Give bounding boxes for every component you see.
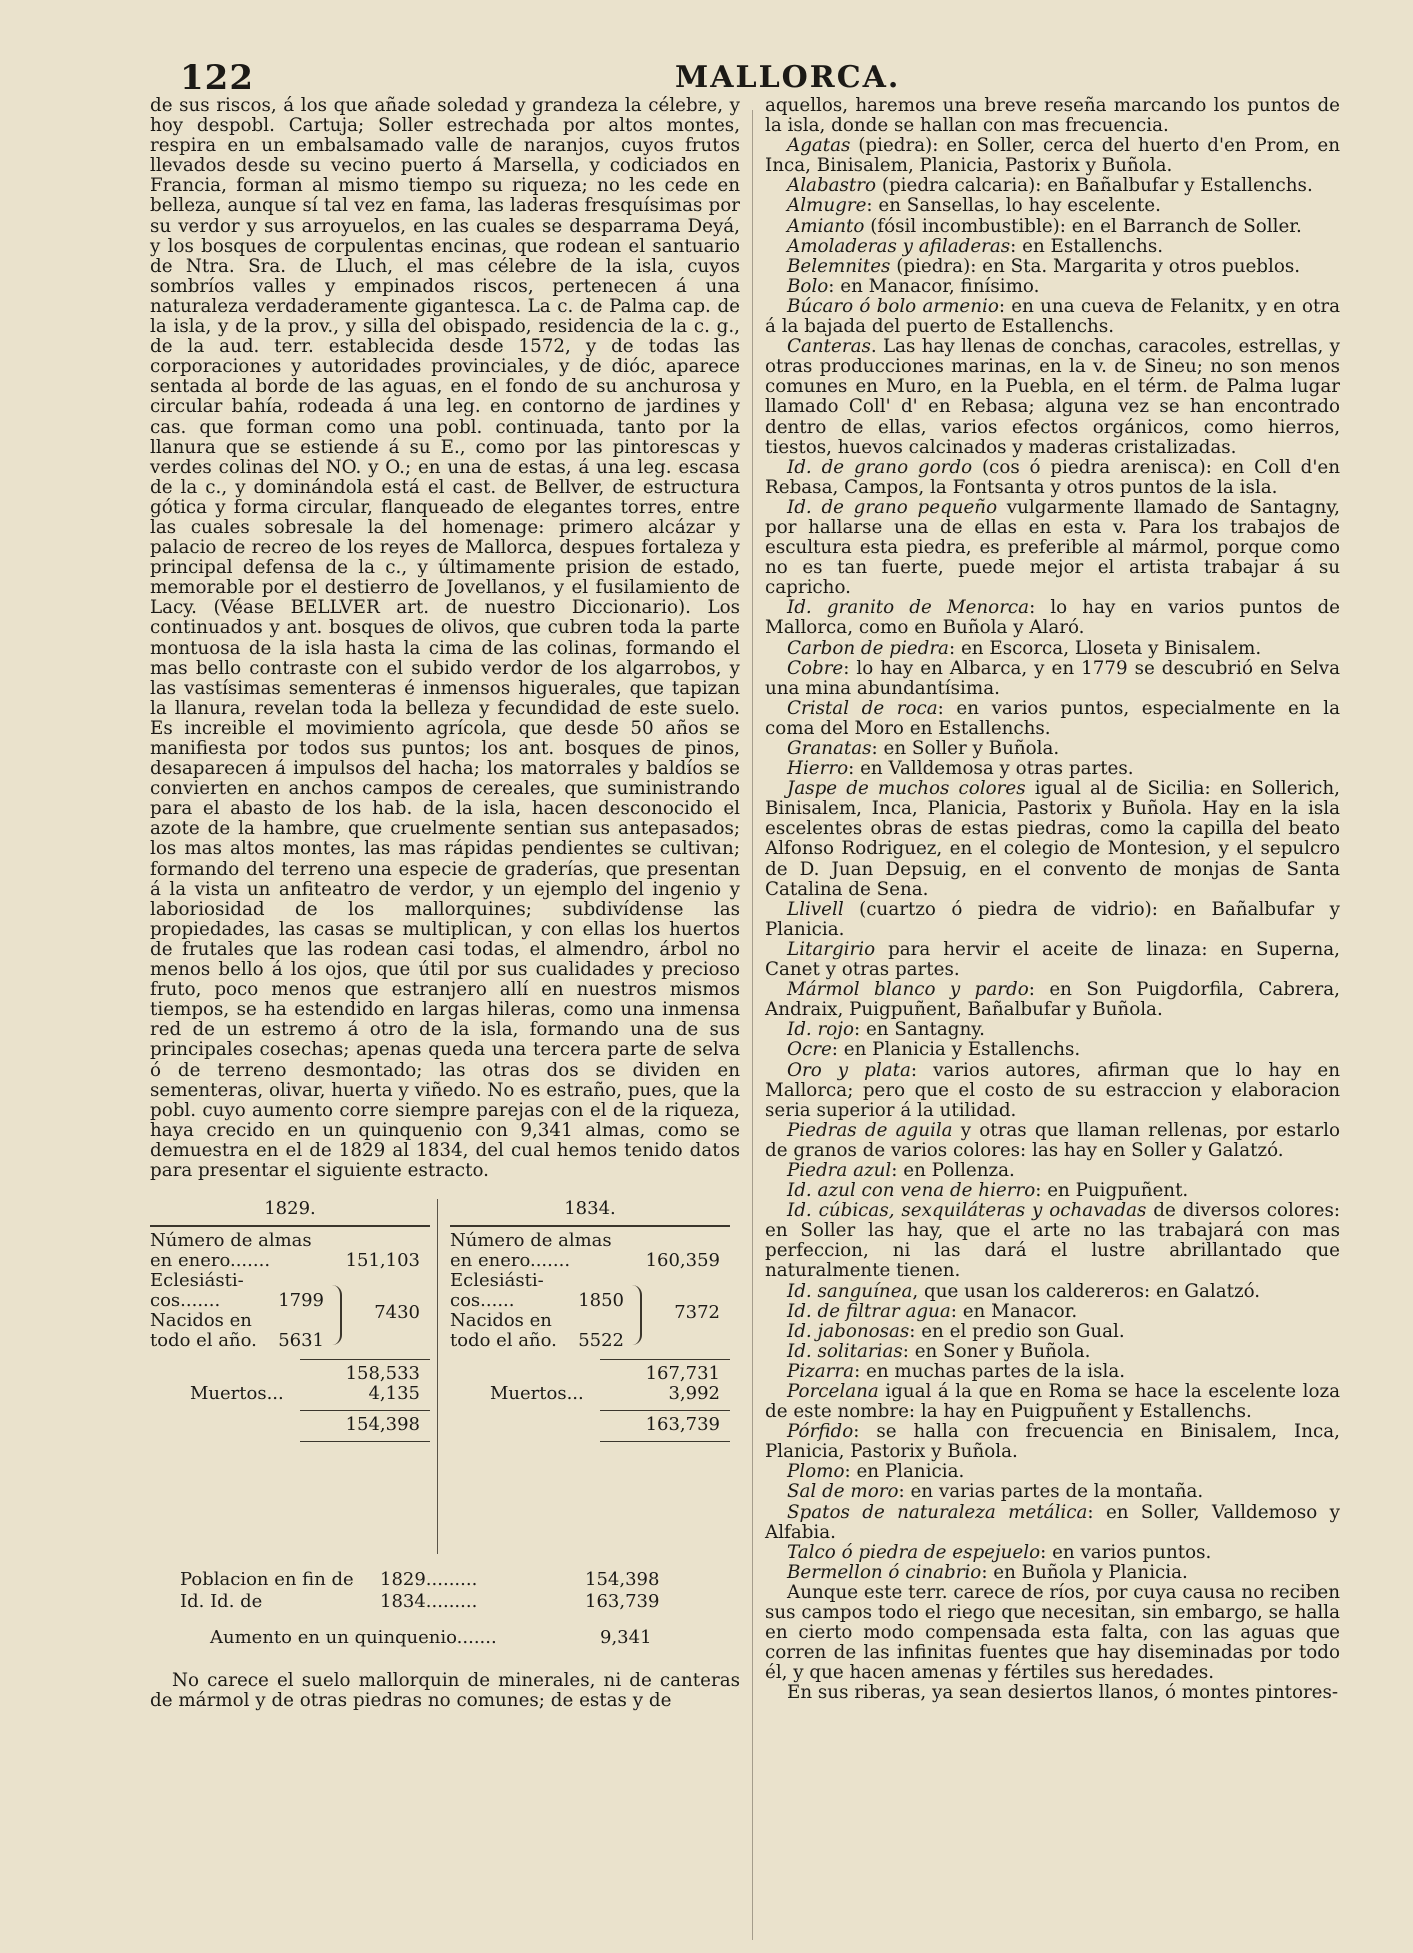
mineral-text: : en el predio son Gual. bbox=[909, 1320, 1125, 1342]
mineral-term: Talco ó piedra de espejuelo bbox=[787, 1541, 1041, 1563]
mineral-text: : en Soner y Buñola. bbox=[902, 1340, 1091, 1362]
muertos-value: 4,135 bbox=[368, 1383, 420, 1405]
running-head: MALLORCA. bbox=[675, 60, 901, 95]
mineral-entry bbox=[765, 217, 1340, 237]
mineral-text: : se halla con frecuencia en Binisalem, Inca, Planicia, Pastorix y Buñola. bbox=[765, 1421, 1340, 1463]
mineral-entry bbox=[765, 1422, 1340, 1462]
mineral-entry bbox=[765, 1322, 1340, 1342]
ecl-label: Eclesiásti- bbox=[450, 1270, 544, 1292]
almas-label: Número de almas bbox=[450, 1230, 612, 1252]
nac-value: 5522 bbox=[578, 1330, 624, 1352]
mineral-term: Spatos de naturaleza metálica bbox=[787, 1501, 1088, 1523]
brace bbox=[330, 1285, 342, 1345]
nac-label-2: todo el año. bbox=[450, 1330, 557, 1352]
mineral-term: Bermellon ó cinabrio bbox=[787, 1561, 982, 1583]
mineral-entry bbox=[765, 196, 1340, 216]
mineral-entry bbox=[765, 900, 1340, 940]
mineral-text: (cuartzo ó piedra de vidrio): en Bañalbufar y Planicia. bbox=[765, 898, 1340, 940]
mineral-text: (fósil incombustible): en el Barranch de Soller. bbox=[864, 215, 1302, 237]
mineral-entry bbox=[765, 598, 1340, 638]
mineral-entry bbox=[765, 1503, 1340, 1543]
births-group bbox=[150, 1271, 430, 1353]
mineral-term: Piedras de aguila bbox=[787, 1119, 953, 1141]
mineral-text: : en varios puntos. bbox=[1040, 1541, 1212, 1563]
mineral-text: : en muchas partes de la isla. bbox=[854, 1360, 1126, 1382]
mineral-entry bbox=[765, 257, 1340, 277]
census-1829 bbox=[150, 1199, 430, 1446]
ecl-label-2: cos....... bbox=[150, 1290, 221, 1312]
summary-year: 1829......... bbox=[380, 1569, 478, 1591]
mineral-term: Id. de grano gordo bbox=[787, 456, 973, 478]
mineral-entry bbox=[765, 1020, 1340, 1040]
rule bbox=[600, 1441, 730, 1442]
mineral-text: : en una cueva de Felanitx, y en otra á la bajada del puerto de Estallenchs. bbox=[765, 295, 1341, 338]
sum-value: 158,533 bbox=[345, 1363, 420, 1385]
mineral-entry bbox=[765, 1181, 1340, 1201]
almas-label-2: en enero....... bbox=[150, 1250, 271, 1272]
mineral-text: : en Valldemosa y otras partes. bbox=[848, 758, 1134, 780]
almas-value: 151,103 bbox=[345, 1250, 420, 1272]
summary-value: 163,739 bbox=[585, 1591, 660, 1613]
mineral-term: Ocre bbox=[787, 1039, 832, 1061]
mineral-text: : en Manacor. bbox=[950, 1300, 1078, 1322]
brace-total: 7372 bbox=[674, 1302, 720, 1324]
aumento-label: Aumento en un quinquenio....... bbox=[210, 1627, 497, 1649]
mineral-entry bbox=[765, 779, 1340, 900]
brace bbox=[630, 1285, 642, 1345]
mineral-text: : en varias partes de la montaña. bbox=[898, 1481, 1204, 1503]
mineral-text: (piedra): en Sta. Margarita y otros pueblos. bbox=[890, 255, 1301, 277]
mineral-term: Sal de moro bbox=[787, 1481, 899, 1503]
mineral-text: igual al de Sicilia: en Sollerich, Binisalem, Inca, Planicia, Pastorix y Buñola. Hay en la isla escelentes obras de estas piedras, como la capilla del beato Alfonso Rodriguez, en el colegio de Montesion, y el sepulcro de D. Juan Depsuig, en el convento de monjas de Santa Catalina de Sena. bbox=[765, 778, 1340, 900]
mineral-term: Id. de filtrar agua bbox=[787, 1300, 951, 1322]
ecl-value: 1850 bbox=[578, 1290, 624, 1312]
mineral-text: : en Estallenchs. bbox=[1010, 235, 1164, 257]
almas-value: 160,359 bbox=[645, 1250, 720, 1272]
mineral-text: : en Escorca, Lloseta y Binisalem. bbox=[948, 637, 1262, 659]
mineral-term: Porcelana bbox=[787, 1381, 879, 1402]
ecl-label-2: cos...... bbox=[450, 1290, 515, 1312]
mineral-entry bbox=[765, 1482, 1340, 1502]
mineral-entry bbox=[765, 1121, 1340, 1161]
result-value: 163,739 bbox=[645, 1414, 720, 1436]
census-divider bbox=[437, 1199, 438, 1554]
mineral-text: : en Santagny. bbox=[853, 1019, 985, 1041]
left-paragraph: No carece el suelo mallorquin de minerales, ni de canteras de mármol y de otras piedras no comunes; de estas y de bbox=[150, 1670, 740, 1712]
sum-value: 167,731 bbox=[645, 1363, 720, 1385]
ecl-value: 1799 bbox=[278, 1290, 324, 1312]
mineral-term: Plomo bbox=[787, 1461, 845, 1483]
mineral-entry bbox=[765, 659, 1340, 699]
mineral-entry bbox=[765, 136, 1340, 176]
mineral-entry bbox=[765, 498, 1340, 598]
almas-label: Número de almas bbox=[150, 1230, 312, 1252]
muertos-value: 3,992 bbox=[668, 1383, 720, 1405]
mineral-term: Pórfido bbox=[787, 1421, 854, 1443]
minerals-list bbox=[765, 136, 1340, 1583]
nac-value: 5631 bbox=[278, 1330, 324, 1352]
mineral-entry bbox=[765, 699, 1340, 739]
mineral-term: Alabastro bbox=[787, 175, 877, 197]
mineral-entry bbox=[765, 1362, 1340, 1382]
mineral-term: Id. rojo bbox=[787, 1019, 854, 1041]
mineral-term: Litargirio bbox=[787, 938, 876, 960]
left-column bbox=[150, 96, 740, 1711]
column-divider bbox=[752, 110, 753, 1940]
mineral-entry bbox=[765, 1201, 1340, 1281]
ecl-label: Eclesiásti- bbox=[150, 1270, 244, 1292]
mineral-text: : en Manacor, finísimo. bbox=[828, 275, 1040, 297]
mineral-entry bbox=[765, 277, 1340, 297]
nac-label: Nacidos en bbox=[150, 1310, 252, 1332]
mineral-entry bbox=[765, 1161, 1340, 1181]
mineral-text: . Las hay llenas de conchas, caracoles, estrellas, y otras producciones marinas, en la v. de Sineu; no son menos comunes en Muro, en la Puebla, en el térm. de Palma lugar llamado Coll' d' en Rebasa; alguna vez se han encontrado dentro de ellas, varios efectos orgánicos, como hierros, tiestos, huevos calcinados y maderas cristalizadas. bbox=[765, 336, 1340, 458]
summary-value: 154,398 bbox=[585, 1569, 660, 1591]
rule bbox=[150, 1225, 430, 1227]
census-table bbox=[150, 1199, 740, 1559]
rule bbox=[300, 1441, 430, 1442]
mineral-entry bbox=[765, 337, 1340, 458]
mineral-text: y otras que llaman rellenas, por estarlo de granos de varios colores: las hay en Soller y Galatzó. bbox=[765, 1119, 1340, 1161]
mineral-text: : en Sansellas, lo hay escelente. bbox=[866, 195, 1161, 217]
left-paragraph: de sus riscos, á los que añade soledad y grandeza la célebre, y hoy despobl. Cartuja; Soller estrechada por altos montes, respira en un embalsamado valle de naranjos, cuyos frutos llevados desde su vecino puerto á Marsella, y codiciados en Francia, forman al mismo tiempo su riqueza; no les cede en belleza, aunque sí tal vez en fama, las laderas fresquísimas por su verdor y sus arroyuelos, en las cuales se desparrama Deyá, y los bosques de corpulentas encinas, que rodean el santuario de Ntra. Sra. de Lluch, el mas célebre de la isla, cuyos sombríos valles y empinados riscos, pertenecen á una naturaleza verdaderamente gigantesca. La c. de Palma cap. de la isla, y de la prov., y silla del obispado, residencia de la c. g., de la aud. terr. establecida desde 1572, y de todas las corporaciones y autoridades provinciales, y de dióc, aparece sentada al borde de las aguas, en el fondo de su anchurosa y circular bahía, rodeada á una leg. en contorno de jardines y cas. que forman como una pobl. continuada, tanto por la llanura que se estiende á su E., como por las pintorescas y verdes colinas del NO. y O.; en una de estas, á una leg. escasa de la c., y dominándola está el cast. de Bellver, de estructura gótica y forma circular, flanqueado de elegantes torres, entre las cuales sobresale la del homenage: primero alcázar y palacio de recreo de los reyes de Mallorca, despues fortaleza y principal defensa de la c., y últimamente prision de estado, memorable por el destierro de Jovellanos, y el fusilamiento de Lacy. (Véase BELLVER art. de nuestro Diccionario). Los continuados y ant. bosques de olivos, que cubren toda la parte montuosa de la isla hasta la cima de las colinas, formando el mas bello contraste con el subido verdor de los algarrobos, y las vastísimas sementeras é inmensos higuerales, que tapizan la llanura, revelan toda la belleza y fecundidad de este suelo. Es increible el movimiento agrícola, que desde 50 años se manifiesta por todos sus puntos; los ant. bosques de pinos, desaparecen á impulsos del hacha; los matorrales y baldíos se convierten en anchos campos de cereales, que suministrando para el abasto de los hab. de la isla, hacen desconocido el azote de la hambre, que cruelmente sentian sus antepasados; los mas altos montes, las mas rápidas pendientes se cultivan; formando del terreno una especie de graderías, que presentan á la vista un anfiteatro de verdor, y un ejemplo del ingenio y laboriosidad de los mallorquines; subdivídense las propiedades, las casas se multiplican, y con ellas los huertos de frutales que las rodean casi todas, el almendro, árbol no menos bello á los ojos, que útil por sus cualidades y precioso fruto, poco menos que estranjero allí en nuestros mismos tiempos, se ha estendido en largas hileras, como una inmensa red de un estremo á otro de la isla, formando una de sus principales cosechas; apenas queda una tercera parte de selva ó de terreno desmontado; las otras dos se dividen en sementeras, olivar, huerta y viñedo. No es estraño, pues, que la pobl. cuyo aumento corre siempre parejas con el de la riqueza, haya crecido en un quinquenio con 9,341 almas, como se demuestra en el de 1829 al 1834, del cual hemos tenido datos para presentar el siguiente estracto. bbox=[150, 95, 740, 1181]
mineral-term: Oro y plata bbox=[787, 1059, 911, 1081]
mineral-term: Carbon de piedra bbox=[787, 637, 949, 659]
page-header bbox=[150, 50, 1340, 96]
mineral-term: Granatas bbox=[787, 738, 872, 759]
mineral-term: Canteras bbox=[787, 336, 871, 358]
mineral-text: : en Pollenza. bbox=[891, 1159, 1015, 1181]
mineral-text: (piedra calcaria): en Bañalbufar y Estallenchs. bbox=[876, 175, 1313, 197]
mineral-text: : en Buñola y Planicia. bbox=[981, 1561, 1188, 1583]
mineral-entry bbox=[765, 1302, 1340, 1322]
right-column bbox=[765, 96, 1340, 1704]
mineral-term: Hierro bbox=[787, 758, 849, 780]
census-year: 1834. bbox=[564, 1198, 616, 1220]
census-year: 1829. bbox=[264, 1198, 316, 1220]
mineral-entry bbox=[765, 1061, 1340, 1121]
mineral-text: : en Planicia. bbox=[844, 1461, 965, 1483]
mineral-term: Cristal de roca bbox=[787, 697, 938, 719]
mineral-entry bbox=[765, 458, 1340, 498]
births-group bbox=[450, 1271, 730, 1353]
right-paragraph: En sus riberas, ya sean desiertos llanos, ó montes pintores- bbox=[787, 1682, 1339, 1704]
mineral-term: Id. jabonosas bbox=[787, 1320, 910, 1342]
mineral-text: : en Soller y Buñola. bbox=[871, 738, 1060, 759]
mineral-term: Belemnites bbox=[787, 255, 891, 277]
mineral-text: : lo hay en varios puntos de Mallorca, como en Buñola y Alaró. bbox=[765, 597, 1340, 639]
mineral-entry bbox=[765, 940, 1340, 980]
census-1834 bbox=[450, 1199, 730, 1446]
mineral-entry bbox=[765, 980, 1340, 1020]
mineral-text: vulgarmente llamado de Santagny, por hallarse una de ellas en esta v. Para los trabajos de escultura esta piedra, es preferible al mármol, porque como no es tan fuerte, puede mejor el artista trabajar á su capricho. bbox=[765, 496, 1340, 599]
aumento-value: 9,341 bbox=[600, 1627, 652, 1649]
mineral-entry bbox=[765, 1462, 1340, 1482]
mineral-text: (piedra): en Soller, cerca del huerto d'en Prom, en Inca, Binisalem, Planicia, Pastorix y Buñola. bbox=[765, 135, 1340, 177]
mineral-term: Id. cúbicas, sexquiláteras y ochavadas bbox=[787, 1200, 1147, 1222]
mineral-entry bbox=[765, 739, 1340, 759]
census-summary bbox=[150, 1569, 740, 1649]
rule bbox=[600, 1410, 730, 1411]
almas-label-2: en enero....... bbox=[450, 1250, 571, 1272]
mineral-entry bbox=[765, 759, 1340, 779]
mineral-term: Amoladeras y afiladeras bbox=[787, 235, 1011, 257]
mineral-entry bbox=[765, 1040, 1340, 1060]
mineral-term: Agatas bbox=[787, 135, 851, 157]
mineral-term: Mármol blanco y pardo bbox=[787, 979, 1029, 1001]
mineral-text: : varios autores, afirman que lo hay en Mallorca; pero que el costo de su estraccion y elaboracion seria superior á la utilidad. bbox=[765, 1059, 1340, 1121]
mineral-term: Id. sanguínea bbox=[787, 1280, 913, 1302]
mineral-term: Llivell bbox=[787, 898, 844, 920]
summary-label: Poblacion en fin de bbox=[180, 1569, 354, 1591]
mineral-text: para hervir el aceite de linaza: en Superna, Canet y otras partes. bbox=[765, 938, 1340, 981]
mineral-text: : en Soller, Valldemoso y Alfabia. bbox=[765, 1501, 1340, 1543]
mineral-entry bbox=[765, 1282, 1340, 1302]
mineral-term: Piedra azul bbox=[787, 1159, 892, 1181]
mineral-entry bbox=[765, 1543, 1340, 1563]
nac-label-2: todo el año. bbox=[150, 1330, 257, 1352]
mineral-term: Bolo bbox=[787, 275, 829, 297]
rule bbox=[450, 1225, 730, 1227]
mineral-text: : en Son Puigdorfila, Cabrera, Andraix, Puigpuñent, Bañalbufar y Buñola. bbox=[765, 979, 1340, 1021]
mineral-term: Almugre bbox=[787, 195, 867, 217]
mineral-entry bbox=[765, 639, 1340, 659]
rule bbox=[300, 1410, 430, 1411]
mineral-entry bbox=[765, 176, 1340, 196]
mineral-entry bbox=[765, 1382, 1340, 1422]
mineral-term: Id. solitarias bbox=[787, 1340, 903, 1362]
mineral-term: Búcaro ó bolo armenio bbox=[787, 295, 999, 317]
mineral-text: : en Planicia y Estallenchs. bbox=[831, 1039, 1081, 1061]
muertos-label: Muertos... bbox=[190, 1383, 284, 1405]
nac-label: Nacidos en bbox=[450, 1310, 552, 1332]
muertos-label: Muertos... bbox=[490, 1383, 584, 1405]
mineral-text: : en varios puntos, especialmente en la coma del Moro en Estallenchs. bbox=[765, 697, 1340, 739]
mineral-term: Amianto bbox=[787, 215, 865, 237]
mineral-text: de diversos colores: en Soller las hay, que el arte no las trabajará con mas perfeccion, ni las dará el lustre abrillantado que naturalmente tienen. bbox=[765, 1200, 1340, 1282]
mineral-text: : lo hay en Albarca, y en 1779 se descubrió en Selva una mina abundantísima. bbox=[765, 657, 1340, 699]
summary-year: 1834......... bbox=[380, 1591, 478, 1613]
page-number: 122 bbox=[180, 58, 254, 98]
mineral-entry bbox=[765, 1563, 1340, 1583]
mineral-entry bbox=[765, 297, 1340, 337]
mineral-text: : en Puigpuñent. bbox=[1035, 1180, 1189, 1202]
mineral-text: igual á la que en Roma se hace la escelente loza de este nombre: la hay en Puigpuñent y Estallenchs. bbox=[765, 1381, 1340, 1423]
mineral-term: Jaspe de muchos colores bbox=[787, 778, 1026, 800]
mineral-term: Id. granito de Menorca bbox=[787, 597, 1030, 619]
right-paragraph: aquellos, haremos una breve reseña marcando los puntos de la isla, donde se hallan con mas frecuencia. bbox=[765, 95, 1340, 137]
mineral-term: Id. azul con vena de hierro bbox=[787, 1180, 1036, 1202]
mineral-entry bbox=[765, 1342, 1340, 1362]
right-paragraph: Aunque este terr. carece de ríos, por cuya causa no reciben sus campos todo el riego que necesitan, sin embargo, se halla en cierto modo compensada esta falta, con las aguas que corren de las infinitas fuentes que hay diseminadas por todo él, y que hacen amenas y fértiles sus heredades. bbox=[765, 1581, 1340, 1684]
brace-total: 7430 bbox=[374, 1302, 420, 1324]
mineral-term: Cobre bbox=[787, 657, 844, 679]
mineral-text: (cos ó piedra arenisca): en Coll d'en Rebasa, Campos, la Fontsanta y otros puntos de la isla. bbox=[765, 456, 1341, 498]
mineral-text: , que usan los caldereros: en Galatzó. bbox=[912, 1280, 1261, 1302]
mineral-entry bbox=[765, 237, 1340, 257]
mineral-term: Pizarra bbox=[787, 1360, 855, 1382]
result-value: 154,398 bbox=[345, 1414, 420, 1436]
summary-label: Id. Id. de bbox=[180, 1591, 263, 1613]
mineral-term: Id. de grano pequeño bbox=[787, 496, 998, 518]
